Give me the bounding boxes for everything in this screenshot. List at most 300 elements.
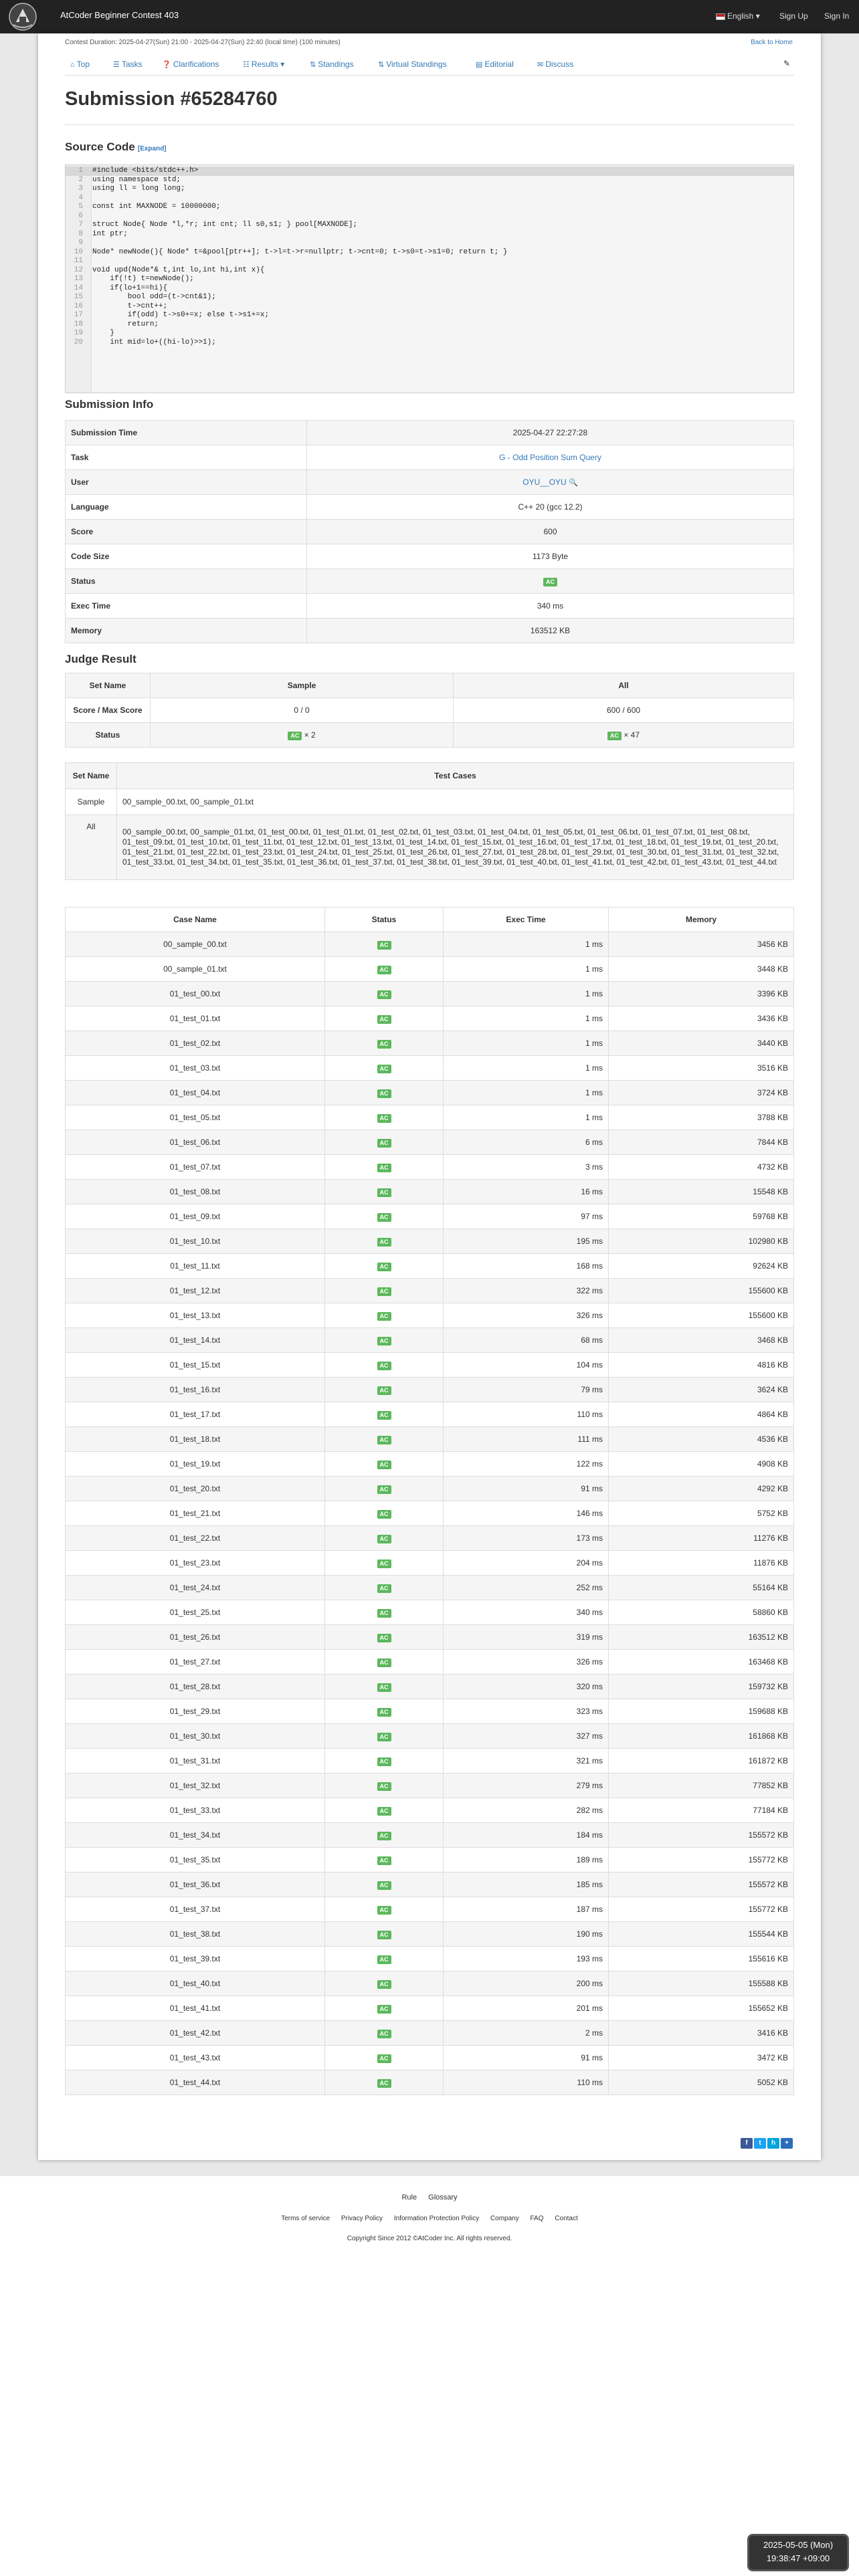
line-number: 1 bbox=[78, 167, 83, 175]
info-key: Task bbox=[66, 445, 307, 470]
sample-score: 0 / 0 bbox=[151, 698, 454, 723]
tab-top[interactable]: ⌂ Top bbox=[70, 60, 90, 69]
memory-value: 163512 KB bbox=[307, 619, 794, 643]
case-status-cell bbox=[325, 1625, 444, 1650]
case-name: 01_test_42.txt bbox=[66, 2021, 325, 2046]
line-number: 20 bbox=[74, 338, 83, 346]
case-exec-time: 340 ms bbox=[444, 1600, 609, 1625]
case-name: 01_test_01.txt bbox=[66, 1006, 325, 1031]
case-status-cell bbox=[325, 1947, 444, 1971]
line-number: 15 bbox=[74, 293, 83, 301]
case-name: 01_test_40.txt bbox=[66, 1971, 325, 1996]
twitter-share-icon[interactable]: t bbox=[754, 2138, 766, 2149]
table-row bbox=[66, 982, 794, 1006]
case-status-cell bbox=[325, 982, 444, 1006]
line-number: 9 bbox=[78, 239, 83, 247]
case-name: 01_test_11.txt bbox=[66, 1254, 325, 1279]
case-status-cell bbox=[325, 1229, 444, 1254]
row-label: Score / Max Score bbox=[66, 698, 151, 723]
table-row bbox=[66, 1699, 794, 1724]
case-status-cell bbox=[325, 1699, 444, 1724]
status-badge: AC bbox=[377, 1436, 391, 1444]
row-label: Status bbox=[66, 723, 151, 748]
score-value: 600 bbox=[307, 520, 794, 544]
table-row bbox=[66, 1798, 794, 1823]
case-memory: 3624 KB bbox=[609, 1378, 794, 1402]
status-badge: AC bbox=[377, 1238, 391, 1247]
case-memory: 3416 KB bbox=[609, 2021, 794, 2046]
status-badge: AC bbox=[377, 1114, 391, 1123]
case-memory: 15548 KB bbox=[609, 1180, 794, 1204]
table-row bbox=[66, 1501, 794, 1526]
status-badge: AC bbox=[377, 2079, 391, 2088]
status-badge: AC bbox=[377, 1931, 391, 1939]
line-number: 10 bbox=[74, 247, 83, 256]
status-badge: AC bbox=[377, 1188, 391, 1197]
case-memory: 3440 KB bbox=[609, 1031, 794, 1056]
case-memory: 155600 KB bbox=[609, 1303, 794, 1328]
case-exec-time: 327 ms bbox=[444, 1724, 609, 1749]
case-exec-time: 1 ms bbox=[444, 1031, 609, 1056]
line-number: 17 bbox=[74, 311, 83, 319]
table-header: Set Name bbox=[66, 673, 151, 698]
table-row bbox=[66, 2070, 794, 2095]
set-name: Sample bbox=[66, 789, 117, 815]
status-badge: AC bbox=[377, 941, 391, 950]
table-row bbox=[66, 1353, 794, 1378]
task-link[interactable]: G - Odd Position Sum Query bbox=[499, 453, 601, 462]
table-row bbox=[66, 1551, 794, 1576]
case-status-cell bbox=[325, 1378, 444, 1402]
code-text: using ll = long long; bbox=[92, 185, 185, 193]
table-row bbox=[66, 789, 794, 815]
status-badge: AC bbox=[288, 732, 302, 740]
case-name: 01_test_20.txt bbox=[66, 1477, 325, 1501]
case-status-cell bbox=[325, 1798, 444, 1823]
case-status-cell bbox=[325, 1749, 444, 1774]
case-name: 01_test_02.txt bbox=[66, 1031, 325, 1056]
case-exec-time: 1 ms bbox=[444, 1105, 609, 1130]
code-line bbox=[66, 320, 793, 330]
case-name: 01_test_29.txt bbox=[66, 1699, 325, 1724]
table-row bbox=[66, 1897, 794, 1922]
table-row bbox=[66, 1056, 794, 1081]
status-badge: AC bbox=[377, 1658, 391, 1667]
tab-virtual-standings[interactable]: ⇅ Virtual Standings bbox=[378, 60, 447, 69]
table-row bbox=[66, 1452, 794, 1477]
main-container bbox=[38, 33, 821, 2160]
language-dropdown[interactable]: English ▾ bbox=[716, 11, 760, 21]
tab-tasks[interactable]: ☰ Tasks bbox=[113, 60, 142, 69]
source-code-block[interactable] bbox=[65, 165, 794, 393]
code-text: struct Node{ Node *l,*r; int cnt; ll s0,s1; } pool[MAXNODE]; bbox=[92, 221, 358, 229]
table-header: Test Cases bbox=[117, 763, 794, 789]
contest-title-link[interactable]: AtCoder Beginner Contest 403 bbox=[60, 10, 179, 20]
divider bbox=[65, 124, 794, 125]
table-row bbox=[66, 698, 794, 723]
case-name: 01_test_36.txt bbox=[66, 1872, 325, 1897]
case-memory: 11276 KB bbox=[609, 1526, 794, 1551]
more-share-icon[interactable]: + bbox=[781, 2138, 793, 2149]
case-exec-time: 1 ms bbox=[444, 932, 609, 957]
status-badge: AC bbox=[377, 2054, 391, 2063]
line-number: 8 bbox=[78, 229, 83, 238]
info-key: Language bbox=[66, 495, 307, 520]
line-number: 4 bbox=[78, 193, 83, 202]
table-row bbox=[66, 1081, 794, 1105]
code-text: void upd(Node*& t,int lo,int hi,int x){ bbox=[92, 265, 265, 274]
case-memory: 3448 KB bbox=[609, 957, 794, 982]
status-badge: AC bbox=[377, 1510, 391, 1519]
tab-standings[interactable]: ⇅ Standings bbox=[310, 60, 354, 69]
table-row bbox=[66, 1477, 794, 1501]
case-name: 01_test_33.txt bbox=[66, 1798, 325, 1823]
case-status-cell bbox=[325, 1402, 444, 1427]
copyright: Copyright Since 2012 ©AtCoder Inc. All rights reserved. bbox=[347, 2235, 512, 2242]
case-status-cell bbox=[325, 1675, 444, 1699]
case-name: 01_test_38.txt bbox=[66, 1922, 325, 1947]
case-memory: 155600 KB bbox=[609, 1279, 794, 1303]
home-icon: ⌂ bbox=[70, 61, 75, 69]
case-status-cell bbox=[325, 1031, 444, 1056]
sign-up-link[interactable]: Sign Up bbox=[779, 11, 808, 21]
case-name: 01_test_14.txt bbox=[66, 1328, 325, 1353]
case-status-cell bbox=[325, 932, 444, 957]
case-status-cell bbox=[325, 957, 444, 982]
code-line bbox=[66, 248, 793, 257]
case-status-cell bbox=[325, 1105, 444, 1130]
table-row bbox=[66, 1526, 794, 1551]
case-memory: 4536 KB bbox=[609, 1427, 794, 1452]
case-name: 01_test_00.txt bbox=[66, 982, 325, 1006]
case-status-cell bbox=[325, 1303, 444, 1328]
table-row bbox=[66, 1749, 794, 1774]
case-exec-time: 184 ms bbox=[444, 1823, 609, 1848]
case-name: 01_test_04.txt bbox=[66, 1081, 325, 1105]
case-status-cell bbox=[325, 1254, 444, 1279]
case-name: 01_test_18.txt bbox=[66, 1427, 325, 1452]
line-number: 13 bbox=[74, 275, 83, 283]
table-row bbox=[66, 1130, 794, 1155]
case-memory: 4816 KB bbox=[609, 1353, 794, 1378]
code-line bbox=[66, 311, 793, 320]
status-badge: AC bbox=[607, 732, 622, 740]
case-exec-time: 1 ms bbox=[444, 957, 609, 982]
case-memory: 159732 KB bbox=[609, 1675, 794, 1699]
code-text: using namespace std; bbox=[92, 175, 181, 184]
case-exec-time: 322 ms bbox=[444, 1279, 609, 1303]
top-navbar bbox=[0, 0, 859, 33]
case-exec-time: 195 ms bbox=[444, 1229, 609, 1254]
case-exec-time: 79 ms bbox=[444, 1378, 609, 1402]
case-memory: 155616 KB bbox=[609, 1947, 794, 1971]
case-memory: 155588 KB bbox=[609, 1971, 794, 1996]
line-number: 18 bbox=[74, 320, 83, 328]
line-number: 5 bbox=[78, 203, 83, 211]
status-badge: AC bbox=[377, 1535, 391, 1543]
table-row bbox=[66, 815, 794, 880]
book-icon: ▤ bbox=[476, 61, 483, 69]
case-name: 01_test_08.txt bbox=[66, 1180, 325, 1204]
footer-link-glossary[interactable]: Glossary bbox=[428, 2193, 458, 2202]
status-badge: AC bbox=[377, 1164, 391, 1172]
case-memory: 4864 KB bbox=[609, 1402, 794, 1427]
line-number: 7 bbox=[78, 221, 83, 229]
list-icon: ☷ bbox=[243, 61, 250, 69]
table-row bbox=[66, 421, 794, 445]
case-name: 01_test_30.txt bbox=[66, 1724, 325, 1749]
case-name: 01_test_12.txt bbox=[66, 1279, 325, 1303]
tab-discuss[interactable]: ✉ Discuss bbox=[537, 60, 574, 69]
status-badge: AC bbox=[377, 1980, 391, 1989]
table-header: Memory bbox=[609, 907, 794, 932]
facebook-share-icon[interactable]: f bbox=[741, 2138, 753, 2149]
status-badge: AC bbox=[377, 1906, 391, 1915]
case-memory: 3472 KB bbox=[609, 2046, 794, 2070]
status-badge: AC bbox=[377, 1757, 391, 1766]
info-key: Exec Time bbox=[66, 594, 307, 619]
sort-icon: ⇅ bbox=[310, 61, 316, 69]
table-row bbox=[66, 544, 794, 569]
status-badge: AC bbox=[377, 990, 391, 999]
case-exec-time: 111 ms bbox=[444, 1427, 609, 1452]
case-status-cell bbox=[325, 1353, 444, 1378]
table-row bbox=[66, 932, 794, 957]
case-status-cell bbox=[325, 1872, 444, 1897]
exec-time-value: 340 ms bbox=[307, 594, 794, 619]
case-status-cell bbox=[325, 1081, 444, 1105]
code-line bbox=[66, 167, 793, 176]
case-name: 01_test_25.txt bbox=[66, 1600, 325, 1625]
table-row bbox=[66, 1774, 794, 1798]
code-line bbox=[66, 176, 793, 185]
tab-clarifications[interactable]: ❓ Clarifications bbox=[162, 60, 219, 69]
code-text: return; bbox=[92, 320, 159, 328]
case-exec-time: 173 ms bbox=[444, 1526, 609, 1551]
status-badge: AC bbox=[377, 1065, 391, 1073]
case-name: 01_test_31.txt bbox=[66, 1749, 325, 1774]
hatena-share-icon[interactable]: h bbox=[767, 2138, 779, 2149]
case-memory: 77184 KB bbox=[609, 1798, 794, 1823]
status-badge: AC bbox=[377, 2030, 391, 2038]
case-status-cell bbox=[325, 1996, 444, 2021]
case-exec-time: 320 ms bbox=[444, 1675, 609, 1699]
case-name: 01_test_39.txt bbox=[66, 1947, 325, 1971]
code-text: #include <bits/stdc++.h> bbox=[92, 167, 199, 175]
pin-icon[interactable]: ✎ bbox=[783, 59, 790, 68]
case-name: 01_test_10.txt bbox=[66, 1229, 325, 1254]
footer-link-company[interactable]: Company bbox=[490, 2215, 519, 2222]
status-badge: AC bbox=[377, 1015, 391, 1024]
footer-link-contact[interactable]: Contact bbox=[555, 2215, 578, 2222]
footer-link-rule[interactable]: Rule bbox=[401, 2193, 417, 2202]
case-memory: 5052 KB bbox=[609, 2070, 794, 2095]
status-badge: AC bbox=[377, 1263, 391, 1271]
table-row bbox=[66, 1279, 794, 1303]
footer-link-faq[interactable]: FAQ bbox=[530, 2215, 544, 2222]
case-name: 01_test_26.txt bbox=[66, 1625, 325, 1650]
set-cases: 00_sample_00.txt, 00_sample_01.txt, 01_test_00.txt, 01_test_01.txt, 01_test_02.txt, 01_test_03.txt, 01_test_04.txt, 01_test_05.txt, 01_test_06.txt, 01_test_07.txt, 01_test_08.txt, 01_test_09.txt, 01_test_10.txt, 01_test_11.txt, 01_test_12.txt, 01_test_13.txt, 01_test_14.txt, 01_test_15.txt, 01_test_16.txt, 01_test_17.txt, 01_test_18.txt, 01_test_19.txt, 01_test_20.txt, 01_test_21.txt, 01_test_22.txt, 01_test_23.txt, 01_test_24.txt, 01_test_25.txt, 01_test_26.txt, 01_test_27.txt, 01_test_28.txt, 01_test_29.txt, 01_test_30.txt, 01_test_31.txt, 01_test_32.txt, 01_test_33.txt, 01_test_34.txt, 01_test_35.txt, 01_test_36.txt, 01_test_37.txt, 01_test_38.txt, 01_test_39.txt, 01_test_40.txt, 01_test_41.txt, 01_test_42.txt, 01_test_43.txt, 01_test_44.txt bbox=[117, 815, 794, 880]
case-status-cell bbox=[325, 1427, 444, 1452]
case-status-cell bbox=[325, 1650, 444, 1675]
status-badge: AC bbox=[377, 1634, 391, 1642]
status-badge: AC bbox=[377, 1337, 391, 1346]
line-number: 2 bbox=[78, 175, 83, 184]
case-memory: 102980 KB bbox=[609, 1229, 794, 1254]
case-name: 01_test_35.txt bbox=[66, 1848, 325, 1872]
status-count: × 47 bbox=[624, 730, 640, 740]
case-exec-time: 252 ms bbox=[444, 1576, 609, 1600]
case-status-cell bbox=[325, 1922, 444, 1947]
case-name: 01_test_13.txt bbox=[66, 1303, 325, 1328]
source-code-heading: Source Code [Expand] bbox=[65, 140, 167, 153]
table-row bbox=[66, 2046, 794, 2070]
case-memory: 155772 KB bbox=[609, 1848, 794, 1872]
case-name: 01_test_19.txt bbox=[66, 1452, 325, 1477]
case-exec-time: 187 ms bbox=[444, 1897, 609, 1922]
case-memory: 3468 KB bbox=[609, 1328, 794, 1353]
case-memory: 155572 KB bbox=[609, 1823, 794, 1848]
expand-link[interactable]: [Expand] bbox=[137, 145, 167, 152]
table-row bbox=[66, 594, 794, 619]
status-badge: AC bbox=[377, 1461, 391, 1469]
code-line bbox=[66, 293, 793, 302]
code-text: Node* newNode(){ Node* t=&pool[ptr++]; t->l=t->r=nullptr; t->cnt=0; t->s0=t->s1=0; return t; } bbox=[92, 247, 508, 256]
code-text: bool odd=(t->cnt&1); bbox=[92, 293, 216, 301]
tab-results[interactable]: ☷ Results ▾ bbox=[243, 60, 285, 69]
table-row bbox=[66, 1155, 794, 1180]
table-row bbox=[66, 1427, 794, 1452]
case-exec-time: 204 ms bbox=[444, 1551, 609, 1576]
case-status-cell bbox=[325, 1279, 444, 1303]
set-name: All bbox=[66, 815, 117, 880]
case-memory: 3724 KB bbox=[609, 1081, 794, 1105]
case-exec-time: 110 ms bbox=[444, 2070, 609, 2095]
info-key: Status bbox=[66, 569, 307, 594]
case-memory: 4908 KB bbox=[609, 1452, 794, 1477]
status-count: × 2 bbox=[304, 730, 316, 740]
case-exec-time: 1 ms bbox=[444, 982, 609, 1006]
table-row bbox=[66, 1105, 794, 1130]
status-badge: AC bbox=[543, 578, 557, 586]
case-memory: 5752 KB bbox=[609, 1501, 794, 1526]
case-exec-time: 2 ms bbox=[444, 2021, 609, 2046]
case-memory: 4732 KB bbox=[609, 1155, 794, 1180]
status-badge: AC bbox=[377, 1139, 391, 1148]
case-memory: 155572 KB bbox=[609, 1872, 794, 1897]
search-icon[interactable]: 🔍 bbox=[569, 479, 578, 487]
case-name: 01_test_28.txt bbox=[66, 1675, 325, 1699]
case-memory: 155772 KB bbox=[609, 1897, 794, 1922]
code-line bbox=[66, 338, 793, 348]
line-number: 16 bbox=[74, 302, 83, 310]
footer-link-info-protection[interactable]: Information Protection Policy bbox=[393, 2215, 480, 2222]
code-line bbox=[66, 185, 793, 194]
case-name: 01_test_21.txt bbox=[66, 1501, 325, 1526]
case-memory: 11876 KB bbox=[609, 1551, 794, 1576]
status-badge: AC bbox=[377, 1213, 391, 1222]
status-badge: AC bbox=[377, 1386, 391, 1395]
table-header: All bbox=[454, 673, 794, 698]
language-value: C++ 20 (gcc 12.2) bbox=[307, 495, 794, 520]
case-name: 01_test_15.txt bbox=[66, 1353, 325, 1378]
case-status-cell bbox=[325, 1204, 444, 1229]
question-icon: ❓ bbox=[162, 61, 171, 69]
status-badge: AC bbox=[377, 1708, 391, 1717]
status-badge: AC bbox=[377, 1683, 391, 1692]
footer-link-terms[interactable]: Terms of service bbox=[281, 2215, 330, 2222]
sort-icon: ⇅ bbox=[378, 61, 385, 69]
status-badge: AC bbox=[377, 1560, 391, 1568]
table-row bbox=[66, 1328, 794, 1353]
case-status-cell bbox=[325, 1600, 444, 1625]
code-line bbox=[66, 275, 793, 284]
submission-time: 2025-04-27 22:27:28 bbox=[307, 421, 794, 445]
sign-in-link[interactable]: Sign In bbox=[824, 11, 850, 21]
user-link[interactable]: OYU__OYU bbox=[522, 477, 567, 487]
code-text: int ptr; bbox=[92, 229, 128, 238]
case-exec-time: 68 ms bbox=[444, 1328, 609, 1353]
case-name: 00_sample_00.txt bbox=[66, 932, 325, 957]
footer-links-secondary bbox=[0, 2215, 859, 2222]
case-status-cell bbox=[325, 2070, 444, 2095]
case-exec-time: 168 ms bbox=[444, 1254, 609, 1279]
back-to-home-link[interactable]: Back to Home bbox=[751, 39, 793, 46]
case-exec-time: 279 ms bbox=[444, 1774, 609, 1798]
case-name: 01_test_37.txt bbox=[66, 1897, 325, 1922]
status-badge: AC bbox=[377, 1782, 391, 1791]
table-row bbox=[66, 1947, 794, 1971]
case-name: 01_test_16.txt bbox=[66, 1378, 325, 1402]
case-status-cell bbox=[325, 1155, 444, 1180]
case-memory: 92624 KB bbox=[609, 1254, 794, 1279]
fixed-clock bbox=[747, 2534, 849, 2571]
table-row bbox=[66, 1378, 794, 1402]
case-status-cell bbox=[325, 1526, 444, 1551]
case-memory: 3516 KB bbox=[609, 1056, 794, 1081]
tab-editorial[interactable]: ▤ Editorial bbox=[476, 60, 514, 69]
table-row bbox=[66, 1823, 794, 1848]
case-exec-time: 326 ms bbox=[444, 1303, 609, 1328]
table-row bbox=[66, 1303, 794, 1328]
case-memory: 7844 KB bbox=[609, 1130, 794, 1155]
case-status-cell bbox=[325, 1328, 444, 1353]
code-line bbox=[66, 239, 793, 248]
table-row bbox=[66, 673, 794, 698]
case-name: 01_test_23.txt bbox=[66, 1551, 325, 1576]
case-exec-time: 91 ms bbox=[444, 2046, 609, 2070]
case-name: 01_test_17.txt bbox=[66, 1402, 325, 1427]
case-name: 01_test_05.txt bbox=[66, 1105, 325, 1130]
case-memory: 163512 KB bbox=[609, 1625, 794, 1650]
clock-date: 2025-05-05 (Mon) bbox=[763, 2540, 834, 2550]
status-badge: AC bbox=[377, 966, 391, 974]
status-badge: AC bbox=[377, 1609, 391, 1618]
table-row bbox=[66, 1402, 794, 1427]
code-line bbox=[66, 284, 793, 294]
case-name: 01_test_41.txt bbox=[66, 1996, 325, 2021]
table-row bbox=[66, 445, 794, 470]
case-status-cell bbox=[325, 1477, 444, 1501]
case-memory: 3436 KB bbox=[609, 1006, 794, 1031]
flag-icon bbox=[716, 13, 725, 20]
atcoder-logo-icon[interactable] bbox=[8, 2, 37, 31]
footer-link-privacy[interactable]: Privacy Policy bbox=[341, 2215, 383, 2222]
table-row bbox=[66, 1922, 794, 1947]
case-status-cell bbox=[325, 1897, 444, 1922]
case-status-cell bbox=[325, 2046, 444, 2070]
code-text: const int MAXNODE = 10000000; bbox=[92, 203, 221, 211]
